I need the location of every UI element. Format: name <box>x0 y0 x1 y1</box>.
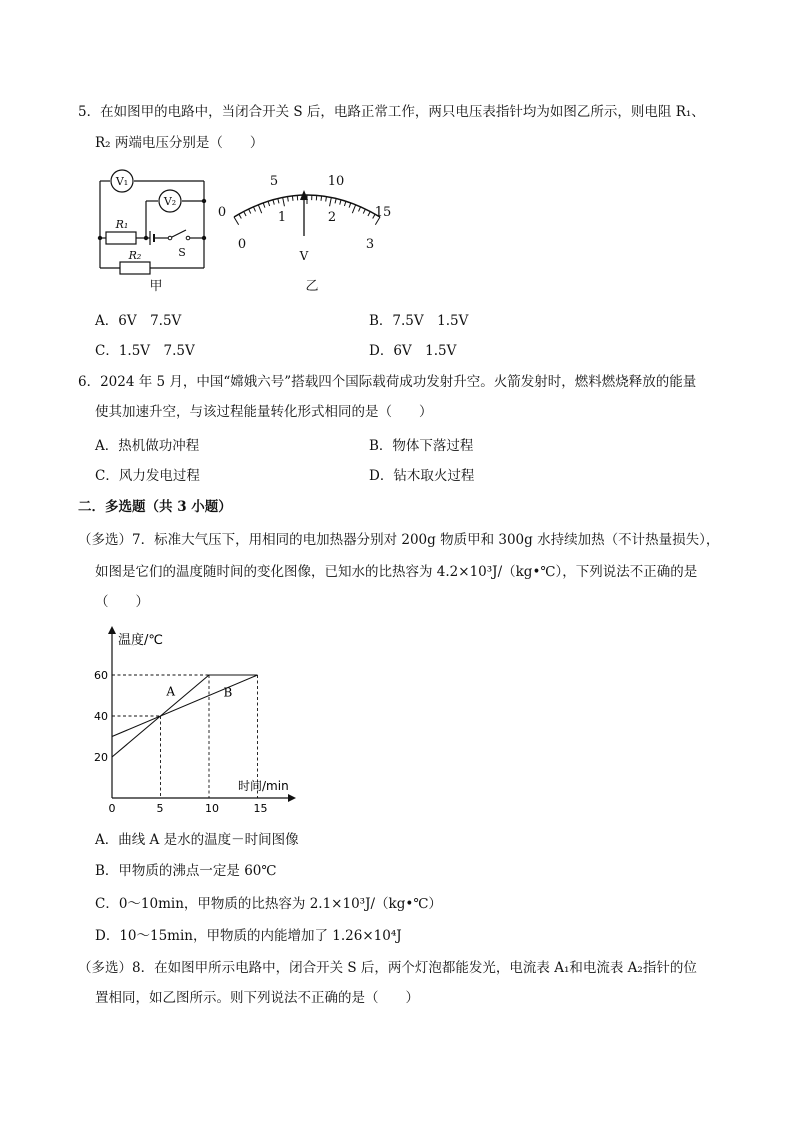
v1-label: V₁ <box>115 175 129 188</box>
dial-top-tick-10: 10 <box>327 174 345 189</box>
series-label-A: A <box>166 684 175 699</box>
x-tick-label: 5 <box>156 802 164 815</box>
dial-tick-mark <box>268 201 270 206</box>
dial-tick-mark <box>321 196 322 201</box>
resistor-r2-icon <box>120 262 150 274</box>
dial-tick-mark <box>244 212 246 216</box>
x-axis-label: 时间/min <box>238 779 289 793</box>
dial-tick-mark <box>253 207 255 212</box>
dial-tick-mark <box>249 209 251 214</box>
voltmeter-dial-yi <box>212 168 402 296</box>
dial-tick-mark <box>263 203 265 208</box>
dial-bottom-tick-2: 2 <box>327 210 337 225</box>
q6-stem-line2: 使其加速升空，与该过程能量转化形式相同的是（ ） <box>95 404 433 420</box>
q6-stem-line1: 6．2024 年 5 月，中国“嫦娥六号”搭载四个国际载荷成功发射升空。火箭发射时，燃料燃烧释放的能量 <box>78 374 697 390</box>
dial-tick-mark <box>288 197 289 202</box>
switch-icon <box>170 230 186 238</box>
q5-option-c[interactable]: C．1.5V 7.5V <box>95 343 195 359</box>
dial-tick-mark <box>292 196 293 201</box>
q7-stem-line2: 如图是它们的温度随时间的变化图像，已知水的比热容为 4.2×10³J/（kg•℃），下列说法不正确的是 <box>95 564 698 580</box>
switch-label: S <box>178 246 186 259</box>
dial-tick-mark <box>368 212 370 216</box>
dial-top-tick-5: 5 <box>269 174 279 189</box>
y-tick-label: 40 <box>94 710 108 723</box>
q6-option-b[interactable]: B．物体下落过程 <box>369 438 474 454</box>
q7-option-a[interactable]: A．曲线 A 是水的温度－时间图像 <box>95 832 299 848</box>
dial-tick-mark <box>344 201 346 206</box>
r1-label: R₁ <box>115 218 129 231</box>
x-axis-arrow-icon <box>288 794 296 802</box>
section-title-multiple-choice: 二．多选题（共 3 小题） <box>78 499 232 515</box>
dial-tick-mark <box>234 217 239 225</box>
dial-tick-mark <box>359 207 361 212</box>
dial-tick-mark <box>335 199 336 204</box>
dial-tick-mark <box>363 209 365 214</box>
x-tick-label: 15 <box>253 802 268 815</box>
figure-caption-yi: 乙 <box>305 279 319 294</box>
circuit-diagram-jia <box>92 168 217 296</box>
dial-tick-mark <box>278 199 279 204</box>
q5-option-b[interactable]: B．7.5V 1.5V <box>369 313 469 329</box>
dial-tick-mark <box>239 214 241 218</box>
q5-option-a[interactable]: A．6V 7.5V <box>95 313 182 329</box>
dial-bottom-tick-3: 3 <box>365 237 375 252</box>
dial-tick-mark <box>340 200 341 205</box>
y-tick-label: 20 <box>94 751 108 764</box>
q6-option-c[interactable]: C．风力发电过程 <box>95 468 200 484</box>
temperature-time-chart <box>94 618 330 818</box>
series-line-B <box>112 675 258 737</box>
dial-unit-label: V <box>299 249 309 263</box>
dial-tick-mark <box>326 197 327 202</box>
q7-stem-line3: （ ） <box>95 594 149 610</box>
series-label-B: B <box>223 685 233 700</box>
q7-stem-line1: （多选）7．标准大气压下，用相同的电加热器分别对 200g 物质甲和 300g 水持续加热（不计热量损失）， <box>78 532 720 548</box>
dial-tick-mark <box>352 205 355 213</box>
figure-caption-jia: 甲 <box>149 279 163 294</box>
dial-tick-mark <box>349 203 351 208</box>
series-line-A <box>112 675 258 757</box>
y-axis-label: 温度/℃ <box>118 633 163 648</box>
x-tick-label: 10 <box>205 802 219 815</box>
resistor-r1-icon <box>106 232 136 244</box>
q7-option-d[interactable]: D．10～15min，甲物质的内能增加了 1.26×10⁴J <box>95 928 402 944</box>
r2-label: R₂ <box>128 249 142 262</box>
v2-label: V₂ <box>163 195 177 208</box>
dial-top-tick-0: 0 <box>217 205 227 220</box>
q6-option-d[interactable]: D．钻木取火过程 <box>369 468 475 484</box>
dial-tick-mark <box>283 197 285 206</box>
q5-option-d[interactable]: D．6V 1.5V <box>369 343 457 359</box>
q8-stem-line1: （多选）8．在如图甲所示电路中，闭合开关 S 后，两个灯泡都能发光，电流表 A₁和电流表 A₂指针的位 <box>78 960 697 976</box>
dial-tick-mark <box>258 205 261 213</box>
q7-option-b[interactable]: B．甲物质的沸点一定是 60℃ <box>95 863 277 879</box>
dial-bottom-tick-1: 1 <box>277 210 287 225</box>
dial-tick-mark <box>330 197 332 206</box>
q5-stem-line1: 5．在如图甲的电路中，当闭合开关 S 后，电路正常工作，两只电压表指针均为如图乙所示，则电阻 R₁、 <box>78 104 705 120</box>
dial-tick-mark <box>273 200 274 205</box>
dial-bottom-tick-0: 0 <box>237 237 247 252</box>
x-tick-label: 0 <box>108 802 116 815</box>
q7-option-c[interactable]: C．0～10min，甲物质的比热容为 2.1×10³J/（kg•℃） <box>95 896 442 912</box>
y-tick-label: 60 <box>94 669 108 682</box>
q8-stem-line2: 置相同，如乙图所示。则下列说法不正确的是（ ） <box>95 990 419 1006</box>
q5-stem-line2: R₂ 两端电压分别是（ ） <box>95 135 264 151</box>
q6-option-a[interactable]: A．热机做功冲程 <box>95 438 200 454</box>
dial-top-tick-15: 15 <box>374 205 392 220</box>
y-axis-arrow-icon <box>108 626 116 634</box>
